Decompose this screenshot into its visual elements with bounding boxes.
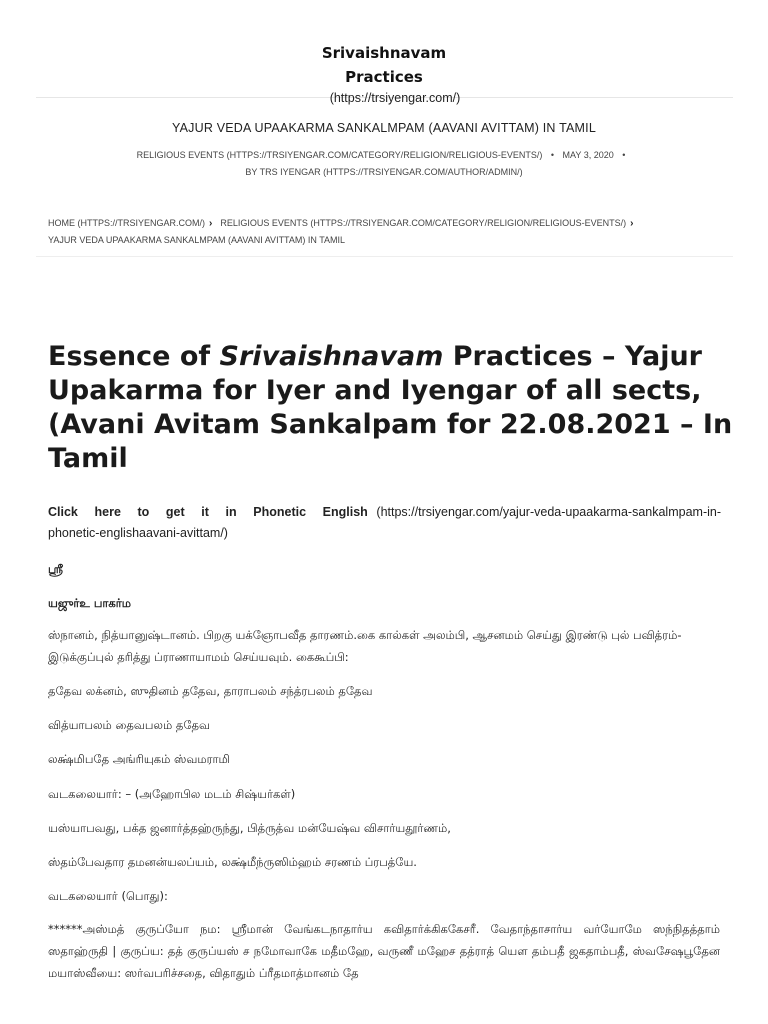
site-url-link[interactable]: (https://trsiyengar.com/) xyxy=(329,91,461,105)
post-author-link[interactable]: BY TRS IYENGAR (HTTPS://TRSIYENGAR.COM/AUTHOR/ADMIN/) xyxy=(245,167,523,177)
paragraph: வடகலையார் (பொது): xyxy=(48,889,168,903)
phonetic-english-link[interactable] xyxy=(48,502,721,544)
headline-part: Essence of xyxy=(48,341,220,372)
paragraph: லக்ஷ்மிபதே அங்ரியுகம் ஸ்வமராமி xyxy=(48,752,230,766)
meta-separator: • xyxy=(622,150,626,160)
chevron-right-icon: › xyxy=(630,218,634,229)
site-title-line-1: Srivaishnavam xyxy=(321,44,447,62)
article-headline xyxy=(48,340,738,476)
paragraph: ததேவ லக்னம், ஸுதினம் ததேவ, தாராபலம் சந்த்ரபலம் ததேவ xyxy=(48,684,373,698)
breadcrumb-current: YAJUR VEDA UPAAKARMA SANKALMPAM (AAVANI AVITTAM) IN TAMIL xyxy=(48,235,346,245)
post-title: YAJUR VEDA UPAAKARMA SANKALMPAM (AAVANI AVITTAM) IN TAMIL xyxy=(172,121,596,135)
phonetic-link-text: Click here to get it in Phonetic English xyxy=(48,505,368,519)
breadcrumb-home-link[interactable]: HOME (HTTPS://TRSIYENGAR.COM/) xyxy=(48,218,206,228)
phonetic-link-url: (https://trsiyengar.com/yajur-veda-upaakarma-sankalmpam-in-phonetic-englishaavani-avittam/) xyxy=(48,505,721,540)
meta-separator: • xyxy=(550,150,554,160)
post-category-link[interactable]: RELIGIOUS EVENTS (HTTPS://TRSIYENGAR.COM/CATEGORY/RELIGION/RELIGIOUS-EVENTS/) xyxy=(136,150,543,160)
site-title-line-2: Practices xyxy=(345,68,423,86)
section-title: யஜுர்உ பாகர்ம xyxy=(48,596,132,610)
breadcrumb-divider xyxy=(36,256,733,257)
post-date: MAY 3, 2020 xyxy=(562,150,614,160)
paragraph: யஸ்யாபவது, பக்த ஜனார்த்தஹ்ருந்து, பித்ருத்வ மன்யேஷ்வ விசார்யதூர்ணம், xyxy=(48,821,451,835)
paragraph: வித்யாபலம் தைவபலம் ததேவ xyxy=(48,718,210,732)
breadcrumb-category-link[interactable]: RELIGIOUS EVENTS (HTTPS://TRSIYENGAR.COM/CATEGORY/RELIGION/RELIGIOUS-EVENTS/) xyxy=(220,218,627,228)
breadcrumb xyxy=(48,215,728,248)
site-title[interactable] xyxy=(0,41,768,89)
post-meta xyxy=(0,150,768,160)
paragraph: வடகலையார்: – (அஹோபில மடம் சிஷ்யர்கள்) xyxy=(48,787,296,801)
paragraph: ஸ்தம்பேவதார தமனன்யலப்யம், லக்ஷ்மீந்ருஸிம்ஹம் சரணம் ப்ரபத்யே. xyxy=(48,855,417,869)
sri-heading: ஸ்ரீ xyxy=(48,562,63,576)
paragraph: ******அஸ்மத் குருப்யோ நம: ஸ்ரீமான் வேங்கடநாதார்ய கவிதார்க்கிககேசரீ. வேதாந்தாசார்ய வர்யோமே ஸந்நிதத்தாம் ஸதாஹ்ருதி | குருப்ய: தத் குருப்யஸ் ச நமோவாகே மதீமஹே, வருணீ மஹேச தத்ராத் யௌ தம்பதீ ஜகதாம்பதீ, ஸ்வசேஷபூதேன மயாஸ்வீயை: ஸர்வபரிச்சதை, விதாதும் ப்ரீதமாத்மானம் தே xyxy=(48,922,720,980)
chevron-right-icon: › xyxy=(209,218,213,229)
headline-part: Practices – Yajur Upakarma for Iyer and Iyengar of all sects, (Avani Avitam Sankalpam for 22.08.2021 – In Tamil xyxy=(48,341,733,474)
paragraph: ஸ்நானம், நித்யானுஷ்டானம். பிறகு யக்ஞோபவீத தாரணம்.கை கால்கள் அலம்பி, ஆசனமம் செய்து இரண்டு புல் பவித்ரம்- இடுக்குப்புல் தரித்து ப்ராணாயாமம் செய்யவும். கைகூப்பி: xyxy=(48,628,682,664)
headline-emphasis: Srivaishnavam xyxy=(219,341,444,372)
